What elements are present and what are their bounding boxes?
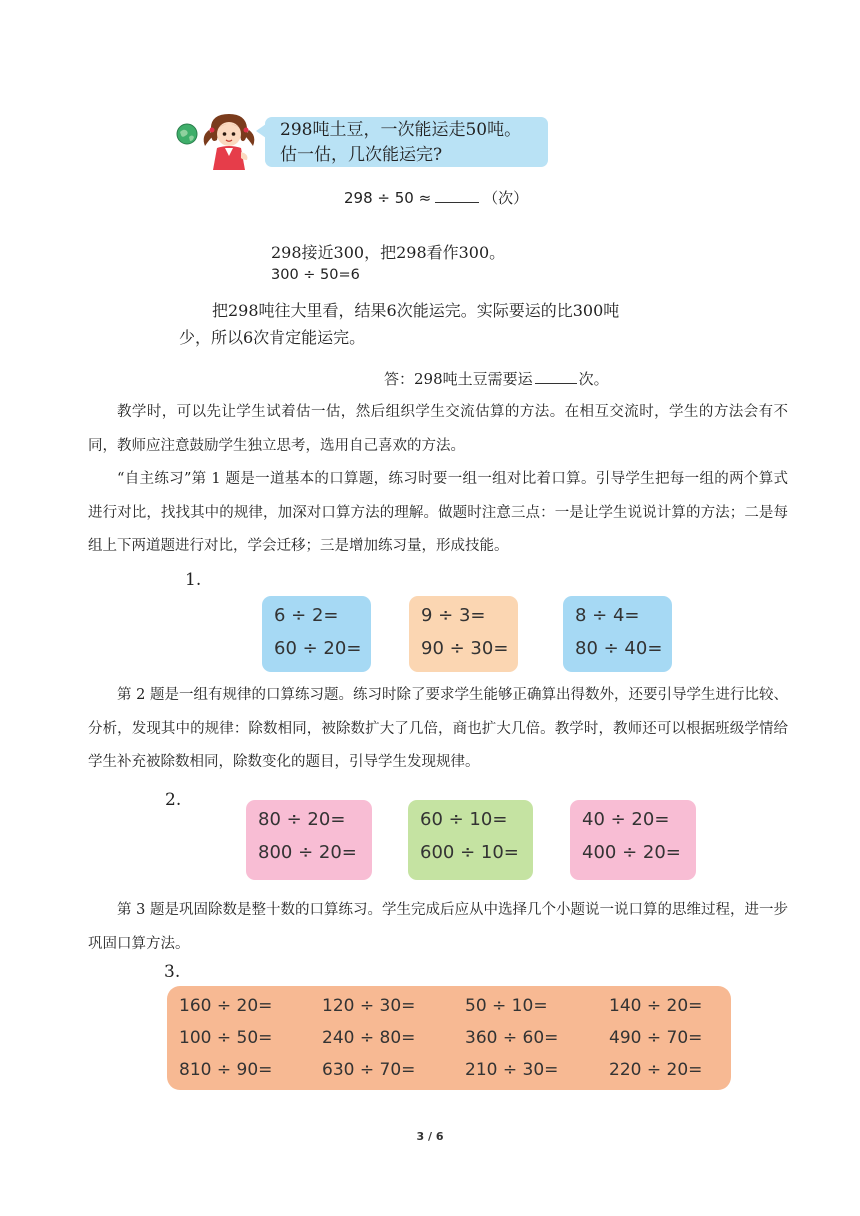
paragraph-1: 教学时，可以先让学生试着估一估，然后组织学生交流估算的方法。在相互交流时，学生的方法会有不同，教师应注意鼓励学生独立思考，选用自己喜欢的方法。 (88, 404, 788, 454)
expression: 400 ÷ 20= (582, 842, 681, 863)
expression: 100 ÷ 50= (179, 1028, 273, 1048)
exercise-2-group-2 (408, 800, 533, 880)
expression: 90 ÷ 30= (421, 638, 509, 659)
exercise-1-number: 1. (185, 570, 202, 590)
answer-prefix: 答：298吨土豆需要运 (384, 370, 533, 388)
exercise-2-group-1 (246, 800, 372, 880)
answer-line (384, 368, 609, 389)
expression: 140 ÷ 20= (609, 996, 703, 1016)
page-number: 3 / 6 (416, 1130, 444, 1143)
expression: 360 ÷ 60= (465, 1028, 559, 1048)
expression: 80 ÷ 20= (258, 809, 346, 830)
expression: 9 ÷ 3= (421, 605, 486, 626)
bubble-line-2: 估一估，几次能运完? (280, 145, 443, 165)
conclusion-line-1: 把298吨往大里看，结果6次能运完。实际要运的比300吨 (212, 301, 620, 320)
expression: 490 ÷ 70= (609, 1028, 703, 1048)
expression: 40 ÷ 20= (582, 809, 670, 830)
answer-blank-2 (535, 370, 577, 384)
exercise-1-group-2 (409, 596, 518, 672)
paragraph-3: 第 2 题是一组有规律的口算练习题。练习时除了要求学生能够正确算出得数外，还要引导学生进行比较、分析，发现其中的规律：除数相同，被除数扩大了几倍，商也扩大几倍。教学时，教师还可以根据班级学情给学生补充被除数相同，除数变化的题目，引导学生发现规律。 (88, 687, 788, 770)
expression: 630 ÷ 70= (322, 1060, 416, 1080)
expression: 810 ÷ 90= (179, 1060, 273, 1080)
exercise-2-number: 2. (165, 790, 182, 810)
explanation-line-2: 300 ÷ 50=6 (271, 267, 360, 283)
teaching-notes-3 (88, 894, 788, 961)
equation-unit: （次） (483, 189, 529, 207)
answer-suffix: 次。 (578, 370, 609, 388)
expression: 8 ÷ 4= (575, 605, 640, 626)
exercise-3-grid (167, 986, 731, 1090)
paragraph-2: “自主练习”第 1 题是一道基本的口算题，练习时要一组一组对比着口算。引导学生把每一组的两个算式进行对比，找找其中的规律，加深对口算方法的理解。做题时注意三点：一是让学生说说计算的方法；二是每组上下两道题进行对比，学会迁移；三是增加练习量，形成技能。 (88, 471, 788, 554)
teaching-notes-2 (88, 679, 788, 780)
exercise-1-group-3 (563, 596, 672, 672)
globe-icon (176, 123, 198, 145)
teaching-notes-1 (88, 396, 788, 564)
bubble-line-1: 298吨土豆，一次能运走50吨。 (280, 120, 522, 140)
expression: 210 ÷ 30= (465, 1060, 559, 1080)
expression: 60 ÷ 10= (420, 809, 508, 830)
expression: 800 ÷ 20= (258, 842, 357, 863)
exercise-2-group-3 (570, 800, 696, 880)
equation-left: 298 ÷ 50 ≈ (344, 189, 432, 207)
answer-blank (435, 189, 479, 203)
expression: 6 ÷ 2= (274, 605, 339, 626)
exercise-3-number: 3. (164, 962, 181, 982)
speech-bubble (265, 117, 548, 167)
estimate-equation (344, 187, 528, 208)
expression: 240 ÷ 80= (322, 1028, 416, 1048)
expression: 60 ÷ 20= (274, 638, 362, 659)
expression: 50 ÷ 10= (465, 996, 548, 1016)
expression: 160 ÷ 20= (179, 996, 273, 1016)
girl-illustration (201, 110, 259, 172)
expression: 600 ÷ 10= (420, 842, 519, 863)
expression: 120 ÷ 30= (322, 996, 416, 1016)
explanation-line-1: 298接近300，把298看作300。 (271, 243, 506, 262)
expression: 220 ÷ 20= (609, 1060, 703, 1080)
expression: 80 ÷ 40= (575, 638, 663, 659)
conclusion-line-2: 少，所以6次肯定能运完。 (179, 328, 366, 347)
paragraph-4: 第 3 题是巩固除数是整十数的口算练习。学生完成后应从中选择几个小题说一说口算的思维过程，进一步巩固口算方法。 (88, 902, 788, 952)
exercise-1-group-1 (262, 596, 371, 672)
